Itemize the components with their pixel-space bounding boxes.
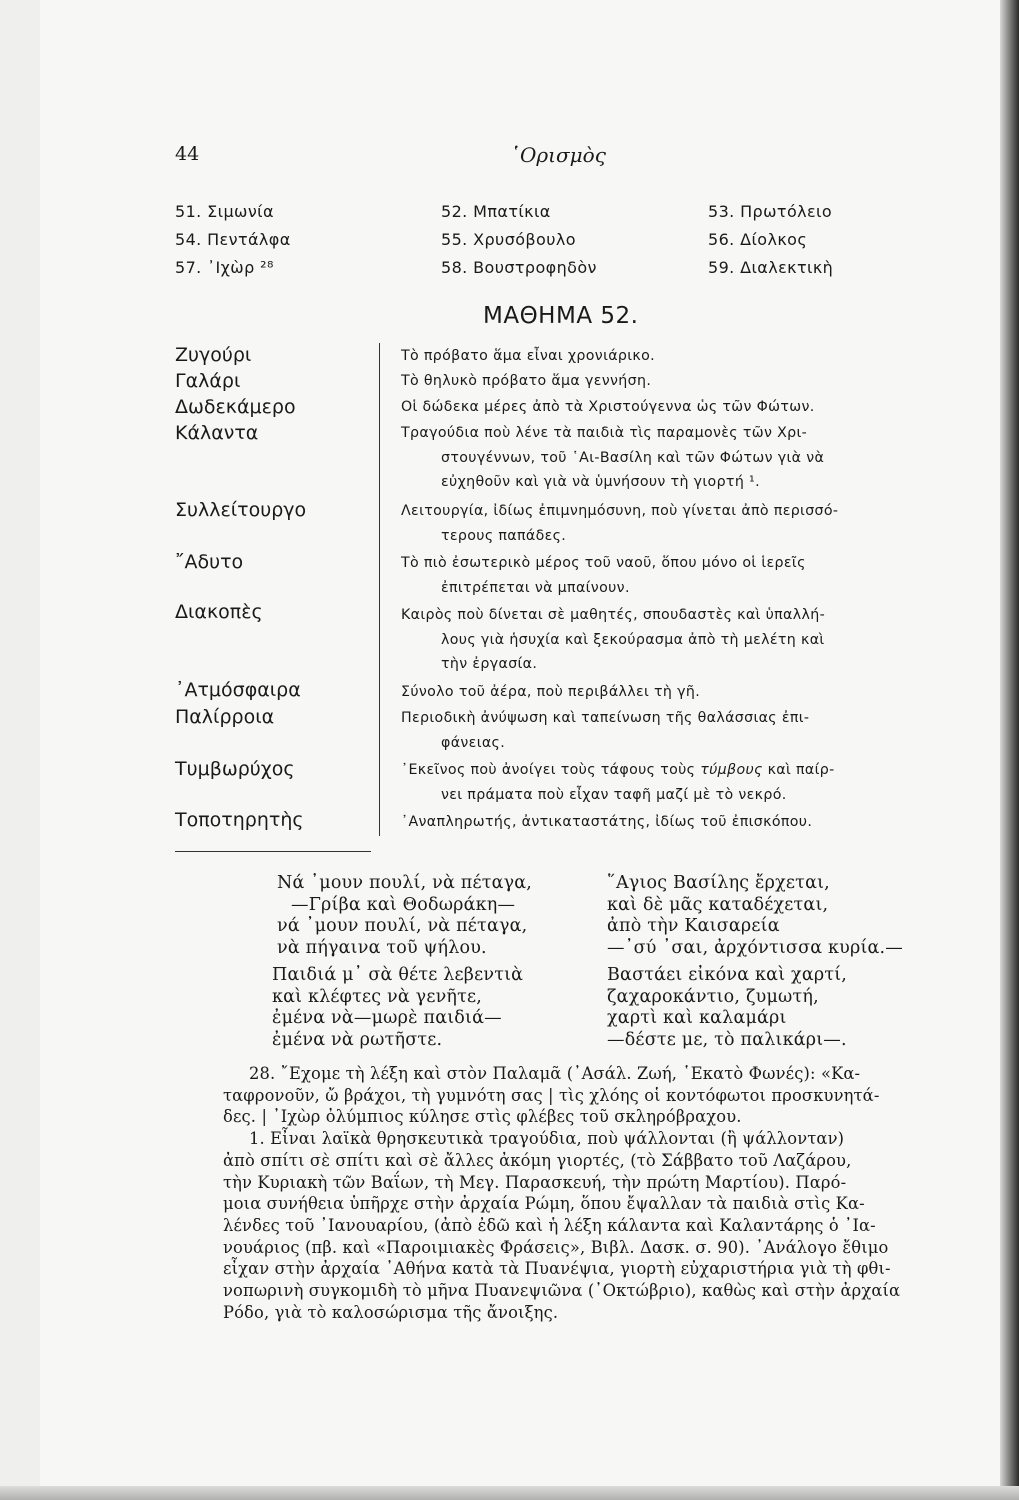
poem-line: χαρτὶ καὶ καλαμάρι (607, 1008, 787, 1028)
page-right-edge-shadow (1000, 0, 1019, 1500)
word-list-item: 58. Βουστροφηδὸν (441, 258, 597, 277)
definition-line: τερους παπάδες. (441, 527, 567, 544)
glossary-definition (401, 551, 964, 600)
definition-line: εὐχηθοῦν καὶ γιὰ νὰ ὑμνήσουν τὴ γιορτή ¹. (441, 474, 760, 490)
running-title: ῾Ορισμὸς (510, 143, 606, 167)
glossary-term: Διακοπὲς (175, 601, 263, 623)
footnote-line (249, 1128, 989, 1150)
definition-line: Λειτουργία, ἰδίως ἐπιμνημόσυνη, ποὺ γίνεται ἀπὸ περισσό- (401, 503, 839, 519)
word-list-item: 52. Μπατίκια (441, 202, 551, 221)
footnote-text: ῎Εχομε τὴ λέξη καὶ στὸν Παλαμᾶ (᾽Ασάλ. Ζωή, ῾Εκατὸ Φωνές): «Κα- (280, 1064, 861, 1083)
glossary-term: Γαλάρι (175, 370, 241, 392)
word-list-item: 51. Σιμωνία (175, 202, 274, 221)
definition-line: Τραγούδια ποὺ λένε τὰ παιδιὰ τὶς παραμονὲς τῶν Χρι- (401, 425, 808, 441)
poem-line: Παιδιά μ᾽ σὰ θέτε λεβεντιὰ (272, 965, 524, 985)
poem-line: ἀπὸ τὴν Καισαρεία (607, 916, 780, 936)
poem-left-stanza-1 (277, 873, 532, 959)
word-list-item: 57. ᾽Ιχὼρ ²⁸ (175, 258, 274, 277)
glossary-term: Συλλείτουργο (175, 499, 307, 521)
poem-line: καὶ κλέφτες νὰ γενῆτε, (272, 986, 483, 1007)
definition-line (401, 758, 964, 783)
footnote-label: 1. (249, 1129, 265, 1149)
glossary-term: Τυμβωρύχος (175, 758, 295, 780)
definition-line: στουγέννων, τοῦ ῾Αι-Βασίλη καὶ τῶν Φώτων γιὰ νὰ (441, 449, 825, 466)
poem-line: —Γρίβα καὶ Θοδωράκη— (291, 894, 516, 915)
footnote-line (249, 1063, 989, 1085)
footnote-line: νουάριος (πβ. καὶ «Παροιμιακὲς Φράσεις», Βιβλ. Δασκ. σ. 90). ᾽Ανάλογο ἔθιμο (223, 1237, 889, 1257)
poem-line: νά ᾽μουν πουλί, νὰ πέταγα, (277, 916, 528, 936)
footnote-text: Εἶναι λαϊκὰ θρησκευτικὰ τραγούδια, ποὺ ψάλλονται (ἢ ψάλλονταν) (270, 1129, 845, 1149)
glossary-definition (401, 369, 964, 394)
poem-line: Νά ᾽μουν πουλί, νὰ πέταγα, (277, 873, 533, 893)
footnote-line: ταφρονοῦν, ὤ βράχοι, τὴ γυμνότη σας | τὶς χλόης οἱ κοντόφωτοι προσκυνητά- (223, 1085, 880, 1105)
word-list-item: 54. Πεντάλφα (175, 230, 291, 249)
poem-line: ῞Αγιος Βασίλης ἔρχεται, (607, 873, 830, 893)
poem-right-stanza-1 (607, 873, 903, 959)
poem-line: ζαχαροκάντιο, ζυμωτή, (607, 986, 819, 1007)
word-list-item: 56. Δίολκος (708, 230, 808, 249)
word-list-column-3 (708, 198, 833, 282)
word-list-item: 53. Πρωτόλειο (708, 202, 833, 221)
lesson-heading: ΜΑΘΗΜΑ 52. (483, 303, 639, 329)
glossary-term: ῎Αδυτο (175, 551, 244, 573)
footnote-label: 28. (249, 1064, 276, 1083)
definition-line: Καιρὸς ποὺ δίνεται σὲ μαθητές, σπουδαστὲς καὶ ὑπαλλή- (401, 607, 826, 623)
definition-line: Σύνολο τοῦ ἀέρα, ποὺ περιβάλλει τὴ γῆ. (401, 684, 701, 700)
word-list-item: 59. Διαλεκτικὴ (708, 258, 834, 277)
definition-line: τὴν ἐργασία. (441, 656, 538, 672)
definition-text: καὶ παίρ- (762, 762, 835, 778)
glossary-term: Ζυγούρι (175, 344, 252, 366)
glossary-definition (401, 810, 964, 835)
footnote-line: δες. | ᾽Ιχὼρ ὀλύμπιος κύλησε στὶς φλέβες τοῦ σκληρόβραχου. (223, 1107, 742, 1127)
footnote-1 (223, 1128, 989, 1323)
page-number: 44 (175, 143, 200, 165)
glossary-definition (401, 344, 964, 369)
glossary-definition (401, 499, 964, 548)
word-list-item: 55. Χρυσόβουλο (441, 230, 576, 249)
glossary-definition (401, 758, 964, 807)
poem-right-stanza-2 (607, 965, 847, 1051)
glossary-term: Κάλαντα (175, 422, 259, 444)
definition-emphasis: τύμβους (700, 762, 763, 778)
footnote-line: νοπωρινὴ συγκομιδὴ τὸ μῆνα Πυανεψιῶνα (᾽Οκτώβριο), καθὼς καὶ στὴν ἀρχαία (223, 1281, 901, 1301)
page-bottom-edge (0, 1486, 1019, 1500)
definition-line: Τὸ θηλυκὸ πρόβατο ἅμα γεννήση. (401, 373, 652, 389)
glossary-term: Δωδεκάμερο (175, 396, 296, 418)
word-list-column-1 (175, 198, 291, 282)
definition-line: Τὸ πρόβατο ἅμα εἶναι χρονιάρικο. (401, 348, 656, 364)
definition-line: Περιοδικὴ ἀνύψωση καὶ ταπείνωση τῆς θαλάσσιας ἐπι- (401, 710, 810, 726)
footnote-line: τὴν Κυριακὴ τῶν Βαΐων, τὴ Μεγ. Παρασκευή, τὴν πρώτη Μαρτίου). Παρό- (223, 1172, 847, 1192)
poem-line: Βαστάει εἰκόνα καὶ χαρτί, (607, 965, 848, 985)
glossary-definition (401, 680, 964, 705)
poem-line: —δέστε με, τὸ παλικάρι—. (607, 1029, 847, 1050)
definition-text: ᾽Εκεῖνος ποὺ ἀνοίγει τοὺς τάφους τοὺς (401, 762, 701, 778)
glossary-definition (401, 421, 964, 495)
footnote-line: λένδες τοῦ ᾽Ιανουαρίου, (ἀπὸ ἐδῶ καὶ ἡ λέξη κάλαντα καὶ Καλαντάρης ὁ ᾽Ια- (223, 1215, 876, 1235)
footnote-28 (223, 1063, 989, 1128)
definition-line: ἐπιτρέπεται νὰ μπαίνουν. (441, 579, 630, 596)
glossary-term: Παλίρροια (175, 706, 275, 728)
poem-line: νὰ πήγαινα τοῦ ψήλου. (277, 937, 487, 958)
footnote-line: ἀπὸ σπίτι σὲ σπίτι καὶ σὲ ἄλλες ἀκόμη γιορτές, (τὸ Σάββατο τοῦ Λαζάρου, (223, 1150, 852, 1170)
glossary-term: ᾽Ατμόσφαιρα (175, 679, 301, 701)
definition-line: φάνειας. (441, 734, 506, 751)
definition-line: νει πράματα ποὺ εἶχαν ταφῆ μαζί μὲ τὸ νεκρό. (441, 786, 787, 803)
poem-line: καὶ δὲ μᾶς καταδέχεται, (607, 894, 829, 915)
poem-line: —᾽σύ ᾽σαι, ἀρχόντισσα κυρία.— (607, 937, 904, 958)
glossary-definition (401, 706, 964, 755)
word-list-column-2 (441, 198, 597, 282)
glossary-definition (401, 395, 964, 420)
glossary-term: Τοποτηρητὴς (175, 809, 304, 831)
glossary-divider (379, 343, 380, 836)
definition-line: ᾽Αναπληρωτής, ἀντικαταστάτης, ἰδίως τοῦ ἐπισκόπου. (401, 814, 813, 830)
glossary-definition (401, 603, 964, 677)
poem-line: ἐμένα νὰ ρωτῆστε. (272, 1029, 443, 1050)
poem-line: ἐμένα νὰ—μωρὲ παιδιά— (272, 1008, 502, 1028)
definition-line: Οἱ δώδεκα μέρες ἀπὸ τὰ Χριστούγεννα ὡς τῶν Φώτων. (401, 399, 815, 415)
definition-line: Τὸ πιὸ ἐσωτερικὸ μέρος τοῦ ναοῦ, ὅπου μόνο οἱ ἱερεῖς (401, 555, 806, 571)
footnote-line: εἶχαν στὴν ἀρχαία ᾽Αθήνα κατὰ τὰ Πυανέψια, γιορτὴ εὐχαριστήρια γιὰ τὴ φθι- (223, 1259, 891, 1279)
poem-left-stanza-2 (272, 965, 523, 1051)
definition-line: λους γιὰ ἡσυχία καὶ ξεκούρασμα ἀπὸ τὴ μελέτη καὶ (441, 631, 825, 648)
footnotes (223, 1063, 989, 1323)
footnote-rule (175, 851, 371, 852)
footnote-line: Ρόδο, γιὰ τὸ καλοσώρισμα τῆς ἄνοιξης. (223, 1302, 559, 1322)
footnote-line: μοια συνήθεια ὑπῆρχε στὴν ἀρχαία Ρώμη, ὅπου ἔψαλλαν τὰ παιδιὰ στὶς Κα- (223, 1194, 865, 1214)
